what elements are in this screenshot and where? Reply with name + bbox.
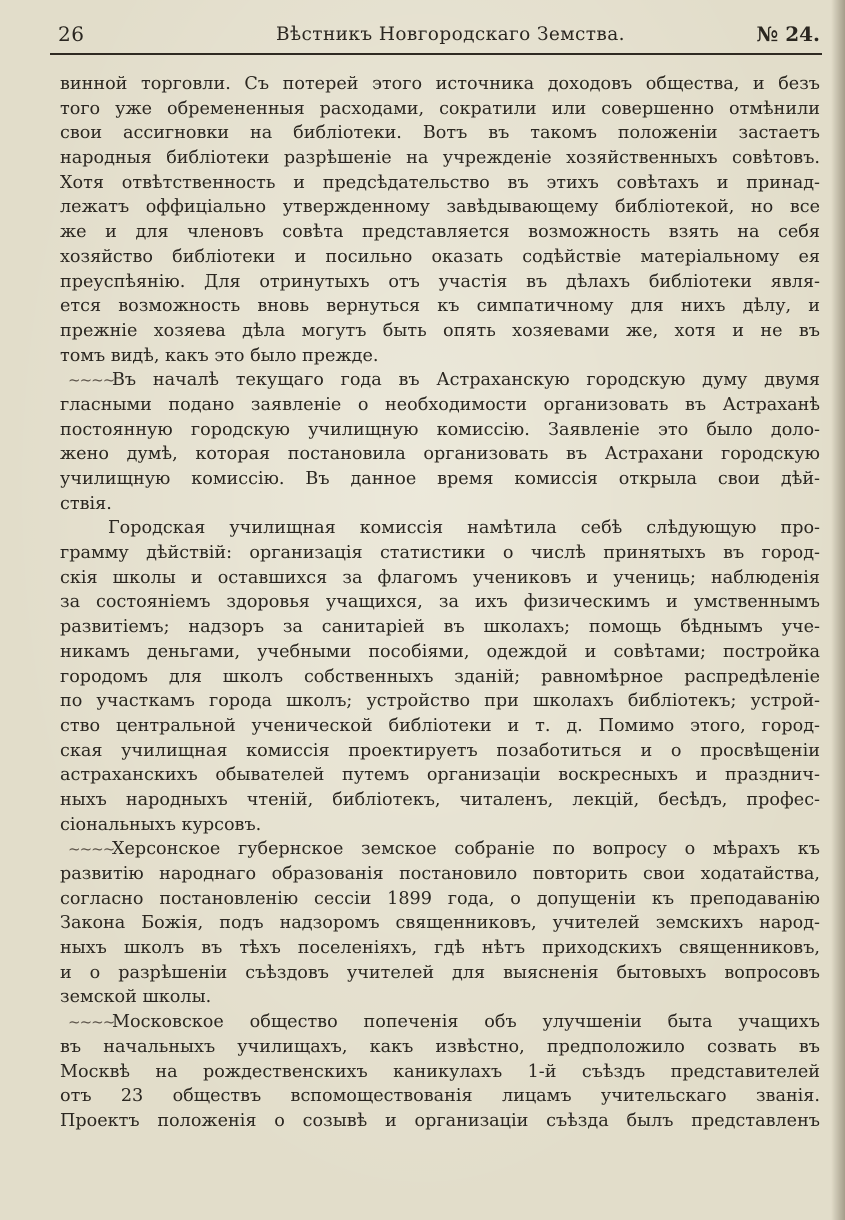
text-line <box>60 911 820 936</box>
line-text: хозяйство библіотеки и посильно оказать содѣйствіе матеріальному ея <box>60 246 820 267</box>
text-line <box>60 566 820 591</box>
text-line <box>60 270 820 295</box>
line-text: Хотя отвѣтственность и предсѣдательство въ этихъ совѣтахъ и принад- <box>60 172 820 193</box>
text-line <box>60 220 820 245</box>
line-text: ныхъ народныхъ чтеній, библіотекъ, читаленъ, лекцій, бесѣдъ, профес- <box>60 789 820 810</box>
line-text: сіональныхъ курсовъ. <box>60 814 262 835</box>
line-text: Городская училищная комиссія намѣтила себѣ слѣдующую про- <box>108 518 820 539</box>
text-line <box>60 1035 820 1060</box>
line-text: народныя библіотеки разрѣшеніе на учрежденіе хозяйственныхъ совѣтовъ. <box>60 148 820 169</box>
line-text: Херсонское губернское земское собраніе по вопросу о мѣрахъ къ <box>112 839 820 860</box>
line-text: отъ 23 обществъ вспомоществованія лицамъ учительскаго званія. <box>60 1086 820 1107</box>
text-line <box>60 72 820 97</box>
text-line <box>60 171 820 196</box>
text-line <box>60 467 820 492</box>
header-rule <box>50 53 822 55</box>
line-text: ство центральной ученической библіотеки и т. д. Помимо этого, город- <box>60 715 820 736</box>
text-line <box>60 121 820 146</box>
text-line <box>60 393 820 418</box>
text-line <box>60 985 820 1010</box>
line-text: никамъ деньгами, учебными пособіями, одеждой и совѣтами; постройка <box>60 641 820 662</box>
line-text: винной торговли. Съ потерей этого источника доходовъ общества, и безъ <box>60 74 820 94</box>
text-line <box>60 739 820 764</box>
line-text: ствія. <box>60 493 112 514</box>
text-line <box>60 492 820 517</box>
line-text: Московское общество попеченія объ улучшеніи быта учащихъ <box>112 1012 820 1033</box>
paragraph-mark: ~~~~ <box>68 371 115 390</box>
text-line <box>60 615 820 640</box>
issue-number: № 24. <box>756 22 820 46</box>
line-text: Въ началѣ текущаго года въ Астраханскую городскую думу двумя <box>112 370 820 391</box>
line-text: грамму дѣйствій: организація статистики о числѣ принятыхъ въ город- <box>60 543 820 564</box>
page-number: 26 <box>58 22 85 46</box>
line-text: согласно постановленію сессіи 1899 года, о допущеніи къ преподаванію <box>60 888 820 909</box>
line-text: преуспѣянію. Для отринутыхъ отъ участія въ дѣлахъ библіотеки явля- <box>60 271 820 292</box>
text-line <box>60 1084 820 1109</box>
line-text: за состояніемъ здоровья учащихся, за ихъ физическимъ и умственнымъ <box>60 592 820 613</box>
text-line <box>60 837 820 862</box>
text-line <box>60 97 820 122</box>
text-line <box>60 245 820 270</box>
text-line <box>60 763 820 788</box>
journal-title: Вѣстникъ Новгородскаго Земства. <box>276 24 625 45</box>
line-text: земской школы. <box>60 987 212 1008</box>
line-text: въ начальныхъ училищахъ, какъ извѣстно, предположило созвать въ <box>60 1036 820 1057</box>
text-line <box>60 368 820 393</box>
line-text: гласными подано заявленіе о необходимости организовать въ Астраханѣ <box>60 394 820 415</box>
text-line <box>60 665 820 690</box>
line-text: лежатъ оффиціально утвержденному завѣдывающему библіотекой, но все <box>60 197 820 218</box>
text-line <box>60 1060 820 1085</box>
line-text: училищную комиссію. Въ данное время комиссія открыла свои дѣй- <box>60 469 820 489</box>
line-text: ская училищная комиссія проектируетъ позаботиться и о просвѣщеніи <box>60 740 820 761</box>
line-text: ется возможность вновь вернуться къ симпатичному для нихъ дѣлу, и <box>60 296 820 317</box>
line-text: развитіемъ; надзоръ за санитаріей въ школахъ; помощь бѣднымъ уче- <box>60 617 820 638</box>
line-text: и о разрѣшеніи съѣздовъ учителей для выясненія бытовыхъ вопросовъ <box>60 962 820 983</box>
text-line <box>60 813 820 838</box>
line-text: же и для членовъ совѣта представляется возможность взять на себя <box>60 222 820 243</box>
text-line <box>60 195 820 220</box>
line-text: свои ассигновки на библіотеки. Вотъ въ такомъ положеніи застаетъ <box>60 123 820 144</box>
text-line <box>60 294 820 319</box>
text-line <box>60 640 820 665</box>
line-text: прежніе хозяева дѣла могутъ быть опять хозяевами же, хотя и не въ <box>60 320 820 341</box>
line-text: жено думѣ, которая постановила организовать въ Астрахани городскую <box>60 444 820 465</box>
line-text: Москвѣ на рождественскихъ каникулахъ 1-й съѣздъ представителей <box>60 1061 820 1082</box>
text-line <box>60 887 820 912</box>
paragraph-mark: ~~~~ <box>68 1013 115 1032</box>
body-text <box>60 72 820 1134</box>
line-text: постоянную городскую училищную комиссію. Заявленіе это было доло- <box>60 419 820 440</box>
page-edge-shadow <box>831 0 845 1220</box>
text-line <box>60 590 820 615</box>
line-text: по участкамъ города школъ; устройство при школахъ библіотекъ; устрой- <box>60 691 820 712</box>
text-line <box>60 936 820 961</box>
text-line <box>60 319 820 344</box>
running-header <box>58 22 820 52</box>
text-line <box>60 516 820 541</box>
line-text: городомъ для школъ собственныхъ зданій; равномѣрное распредѣленіе <box>60 666 820 687</box>
text-line <box>60 788 820 813</box>
text-line <box>60 862 820 887</box>
text-line <box>60 961 820 986</box>
text-line <box>60 1010 820 1035</box>
line-text: Проектъ положенія о созывѣ и организаціи съѣзда былъ представленъ <box>60 1110 820 1131</box>
line-text: скія школы и оставшихся за флагомъ учениковъ и учениць; наблюденія <box>60 567 820 588</box>
text-line <box>60 1109 820 1134</box>
text-line <box>60 418 820 443</box>
line-text: астраханскихъ обывателей путемъ организаціи воскресныхъ и празднич- <box>60 765 820 786</box>
text-line <box>60 442 820 467</box>
text-line <box>60 541 820 566</box>
line-text: томъ видѣ, какъ это было прежде. <box>60 345 379 366</box>
line-text: развитію народнаго образованія постановило повторить свои ходатайства, <box>60 864 820 884</box>
paragraph-mark: ~~~~ <box>68 840 115 859</box>
line-text: того уже обремененныя расходами, сократили или совершенно отмѣнили <box>60 98 820 119</box>
text-line <box>60 344 820 369</box>
line-text: Закона Божія, подъ надзоромъ священниковъ, учителей земскихъ народ- <box>60 913 820 934</box>
text-line <box>60 714 820 739</box>
text-line <box>60 146 820 171</box>
line-text: ныхъ школъ въ тѣхъ поселеніяхъ, гдѣ нѣтъ приходскихъ священниковъ, <box>60 938 820 959</box>
text-line <box>60 689 820 714</box>
